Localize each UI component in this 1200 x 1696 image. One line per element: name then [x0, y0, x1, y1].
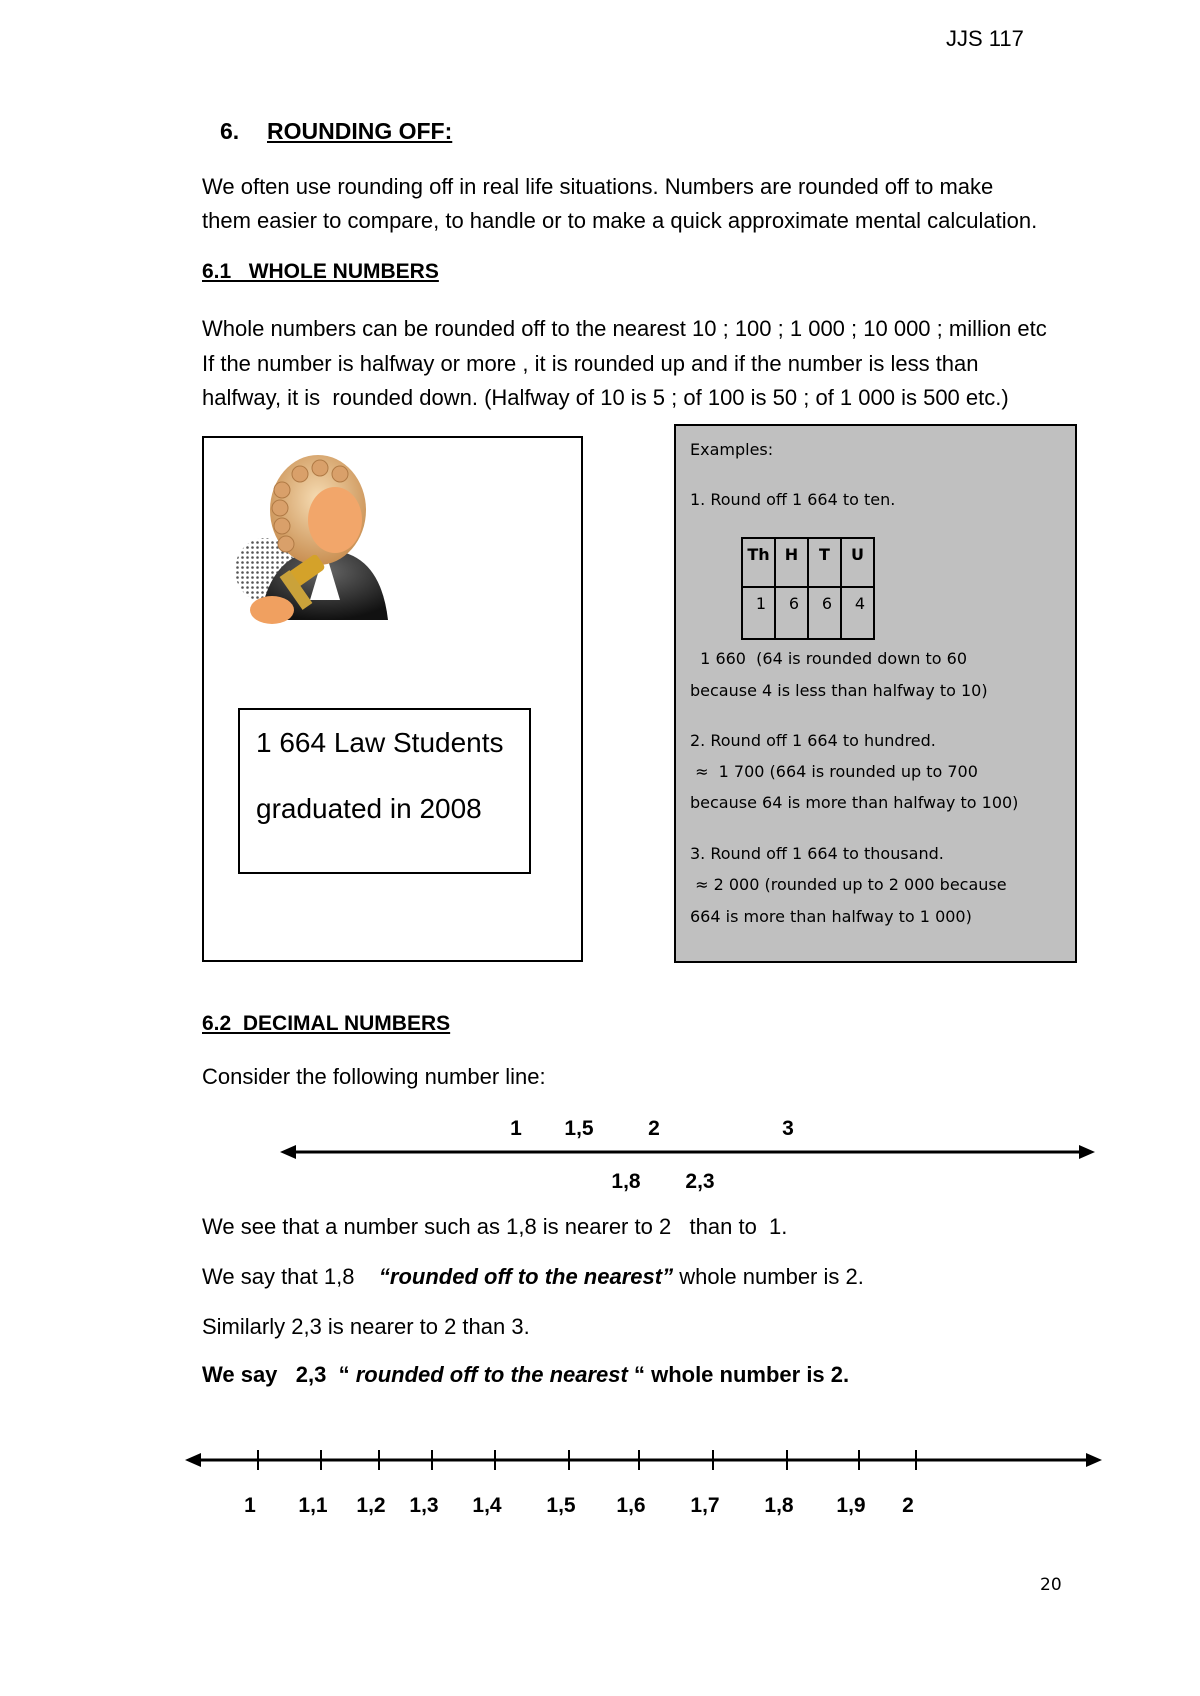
nl2-label: 1,9 — [836, 1494, 866, 1517]
rounded-statement-1 — [202, 1264, 864, 1290]
pv-value-t: 6 — [808, 587, 841, 639]
nl2-label: 1,8 — [764, 1494, 794, 1517]
pv-header-h: H — [775, 538, 808, 587]
nl2-label: 1 — [244, 1494, 256, 1517]
place-value-table — [741, 537, 875, 640]
example-2-result-line-2: because 64 is more than halfway to 100) — [690, 793, 1019, 812]
rounded-statement-2-c: “ whole number is 2. — [627, 1362, 850, 1387]
nearer-statement: We see that a number such as 1,8 is nearer to 2 than to 1. — [202, 1214, 788, 1239]
example-3-result-line-1: ≈ 2 000 (rounded up to 2 000 because — [690, 875, 1007, 894]
nl1-label-3: 3 — [782, 1117, 794, 1140]
number-line-2 — [185, 1440, 1105, 1530]
nl2-label: 2 — [902, 1494, 914, 1517]
section-number: 6. — [220, 118, 240, 144]
example-2-result-line-1: ≈ 1 700 (664 is rounded up to 700 — [690, 762, 978, 781]
example-1-result-line-1: 1 660 (64 is rounded down to 60 — [690, 649, 968, 668]
number-line-2-right-arrow — [1086, 1453, 1102, 1467]
examples-title: Examples: — [690, 440, 774, 459]
nl1-label-1-5: 1,5 — [564, 1117, 594, 1140]
nl2-label: 1,6 — [616, 1494, 646, 1517]
nl1-label-1-8: 1,8 — [611, 1170, 641, 1193]
examples-box — [674, 424, 1077, 963]
decimal-numbers-heading: 6.2 DECIMAL NUMBERS — [202, 1012, 451, 1035]
rounded-statement-1-c: whole number is 2. — [673, 1264, 864, 1289]
whole-line-1: Whole numbers can be rounded off to the nearest 10 ; 100 ; 1 000 ; 10 000 ; million etc — [202, 316, 1047, 341]
nl2-label: 1,4 — [472, 1494, 502, 1517]
nl2-label: 1,3 — [409, 1494, 439, 1517]
law-note-line-1: 1 664 Law Students — [256, 727, 504, 758]
nl2-label: 1,7 — [690, 1494, 720, 1517]
whole-line-2: If the number is halfway or more , it is rounded up and if the number is less than — [202, 350, 979, 376]
nl1-label-2: 2 — [648, 1117, 660, 1140]
page-number: 20 — [1040, 1575, 1062, 1595]
pv-value-th: 1 — [742, 587, 775, 639]
pv-header-th: Th — [742, 538, 775, 587]
intro-line-2: them easier to compare, to handle or to make a quick approximate mental calculation. — [202, 208, 1038, 233]
number-line-intro: Consider the following number line: — [202, 1064, 546, 1089]
nl1-label-2-3: 2,3 — [685, 1170, 715, 1193]
nl2-label: 1,5 — [546, 1494, 576, 1517]
rounded-statement-1-a: We say that 1,8 — [202, 1264, 379, 1289]
intro-line-1: We often use rounding off in real life situations. Numbers are rounded off to make — [202, 174, 994, 199]
intro-paragraph — [202, 170, 1037, 238]
document-code: JJS 117 — [946, 26, 1024, 51]
example-2: 2. Round off 1 664 to hundred. — [690, 731, 936, 750]
rounded-statement-2-a: We say 2,3 “ — [202, 1362, 356, 1387]
nl1-label-1: 1 — [510, 1117, 522, 1140]
number-line-1 — [280, 1110, 1100, 1200]
number-line-2-left-arrow — [185, 1453, 201, 1467]
example-1-result-line-2: because 4 is less than halfway to 10) — [690, 681, 988, 700]
similarly-statement: Similarly 2,3 is nearer to 2 than 3. — [202, 1314, 530, 1339]
whole-numbers-paragraph — [202, 312, 1047, 416]
law-students-note — [238, 708, 531, 874]
nl2-label: 1,1 — [298, 1494, 328, 1517]
law-note-line-2: graduated in 2008 — [256, 793, 482, 824]
section-title-text: ROUNDING OFF: — [267, 118, 453, 144]
nl2-label: 1,2 — [356, 1494, 386, 1517]
pv-header-t: T — [808, 538, 841, 587]
pv-value-u: 4 — [841, 587, 874, 639]
judge-with-gavel-icon — [230, 450, 400, 640]
whole-numbers-heading: 6.1 WHOLE NUMBERS — [202, 260, 439, 283]
example-3-result-line-2: 664 is more than halfway to 1 000) — [690, 907, 972, 926]
rounded-statement-1-b: “rounded off to the nearest” — [378, 1264, 674, 1289]
whole-line-3: halfway, it is rounded down. (Halfway of 10 is 5 ; of 100 is 50 ; of 1 000 is 500 etc.) — [202, 385, 1009, 410]
example-1: 1. Round off 1 664 to ten. — [690, 490, 896, 509]
section-title — [220, 118, 452, 145]
rounded-statement-2 — [202, 1362, 849, 1388]
pv-value-h: 6 — [775, 587, 808, 639]
rounded-statement-2-b: rounded off to the nearest — [355, 1362, 628, 1387]
pv-header-u: U — [841, 538, 874, 587]
number-line-1-left-arrow — [280, 1145, 296, 1159]
example-3: 3. Round off 1 664 to thousand. — [690, 844, 944, 863]
number-line-1-right-arrow — [1079, 1145, 1095, 1159]
